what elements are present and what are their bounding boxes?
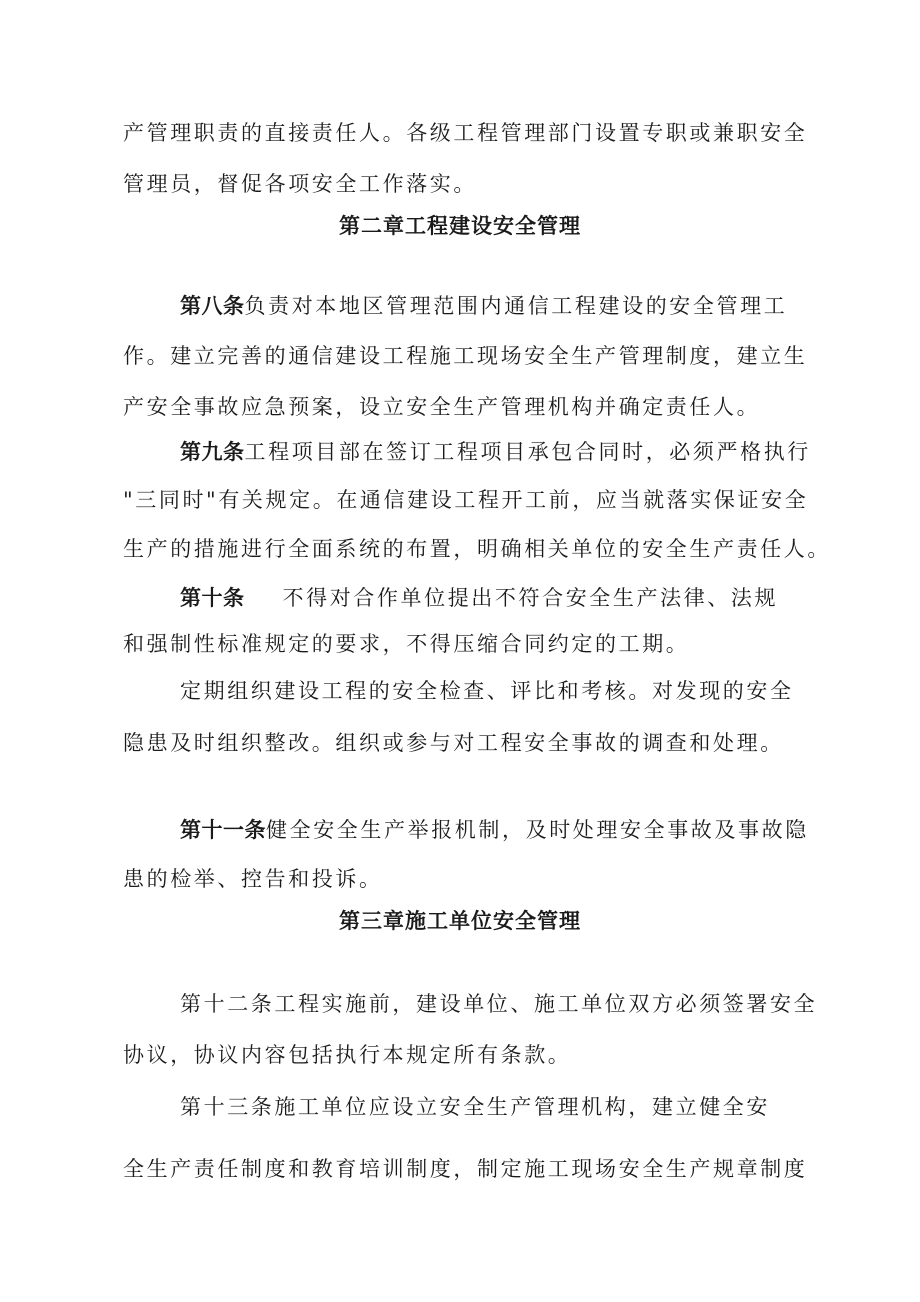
article-label: 第十一条 bbox=[180, 818, 266, 842]
article-text: 健全安全生产举报机制，及时处理安全事故及事故隐 bbox=[266, 818, 809, 842]
article-label: 第十条 bbox=[180, 586, 245, 610]
text-line: 产管理职责的直接责任人。各级工程管理部门设置专职或兼职安全 bbox=[123, 121, 808, 145]
chapter-heading: 第二章工程建设安全管理 bbox=[339, 214, 581, 238]
text-line: 患的检举、控告和投诉。 bbox=[123, 867, 383, 891]
text-line: 协议，协议内容包括执行本规定所有条款。 bbox=[123, 1043, 572, 1067]
article-text: 不得对合作单位提出不符合安全生产法律、法规 bbox=[282, 586, 779, 610]
article-text: 工程项目部在签订工程项目承包合同时，必须严格执行 bbox=[244, 440, 811, 464]
article-label: 第八条 bbox=[180, 294, 245, 318]
text-line: 和强制性标准规定的要求，不得压缩合同约定的工期。 bbox=[123, 632, 690, 656]
chapter-heading: 第三章施工单位安全管理 bbox=[339, 909, 581, 933]
article-8-line bbox=[180, 293, 787, 319]
text-line: 定期组织建设工程的安全检查、评比和考核。对发现的安全 bbox=[180, 679, 794, 703]
text-line: 隐患及时组织整改。组织或参与对工程安全事故的调查和处理。 bbox=[123, 731, 784, 755]
text-line: 作。建立完善的通信建设工程施工现场安全生产管理制度，建立生 bbox=[123, 344, 808, 368]
article-10-line bbox=[180, 585, 778, 611]
text-line: 全生产责任制度和教育培训制度，制定施工现场安全生产规章制度 bbox=[123, 1157, 808, 1181]
text-line: 第十三条施工单位应设立安全生产管理机构，建立健全安 bbox=[180, 1095, 770, 1119]
article-11-line bbox=[180, 817, 809, 843]
article-label: 第九条 bbox=[180, 440, 245, 464]
text-line: 第十二条工程实施前，建设单位、施工单位双方必须签署安全 bbox=[180, 992, 818, 1016]
text-line: 产安全事故应急预案，设立安全生产管理机构并确定责任人。 bbox=[123, 395, 761, 419]
article-9-line bbox=[180, 439, 811, 465]
text-line: 管理员，督促各项安全工作落实。 bbox=[123, 172, 477, 196]
text-line: 生产的措施进行全面系统的布置，明确相关单位的安全生产责任人。 bbox=[123, 537, 831, 561]
text-line: "三同时"有关规定。在通信建设工程开工前，应当就落实保证安全 bbox=[123, 488, 809, 512]
article-text: 负责对本地区管理范围内通信工程建设的安全管理工 bbox=[244, 294, 788, 318]
